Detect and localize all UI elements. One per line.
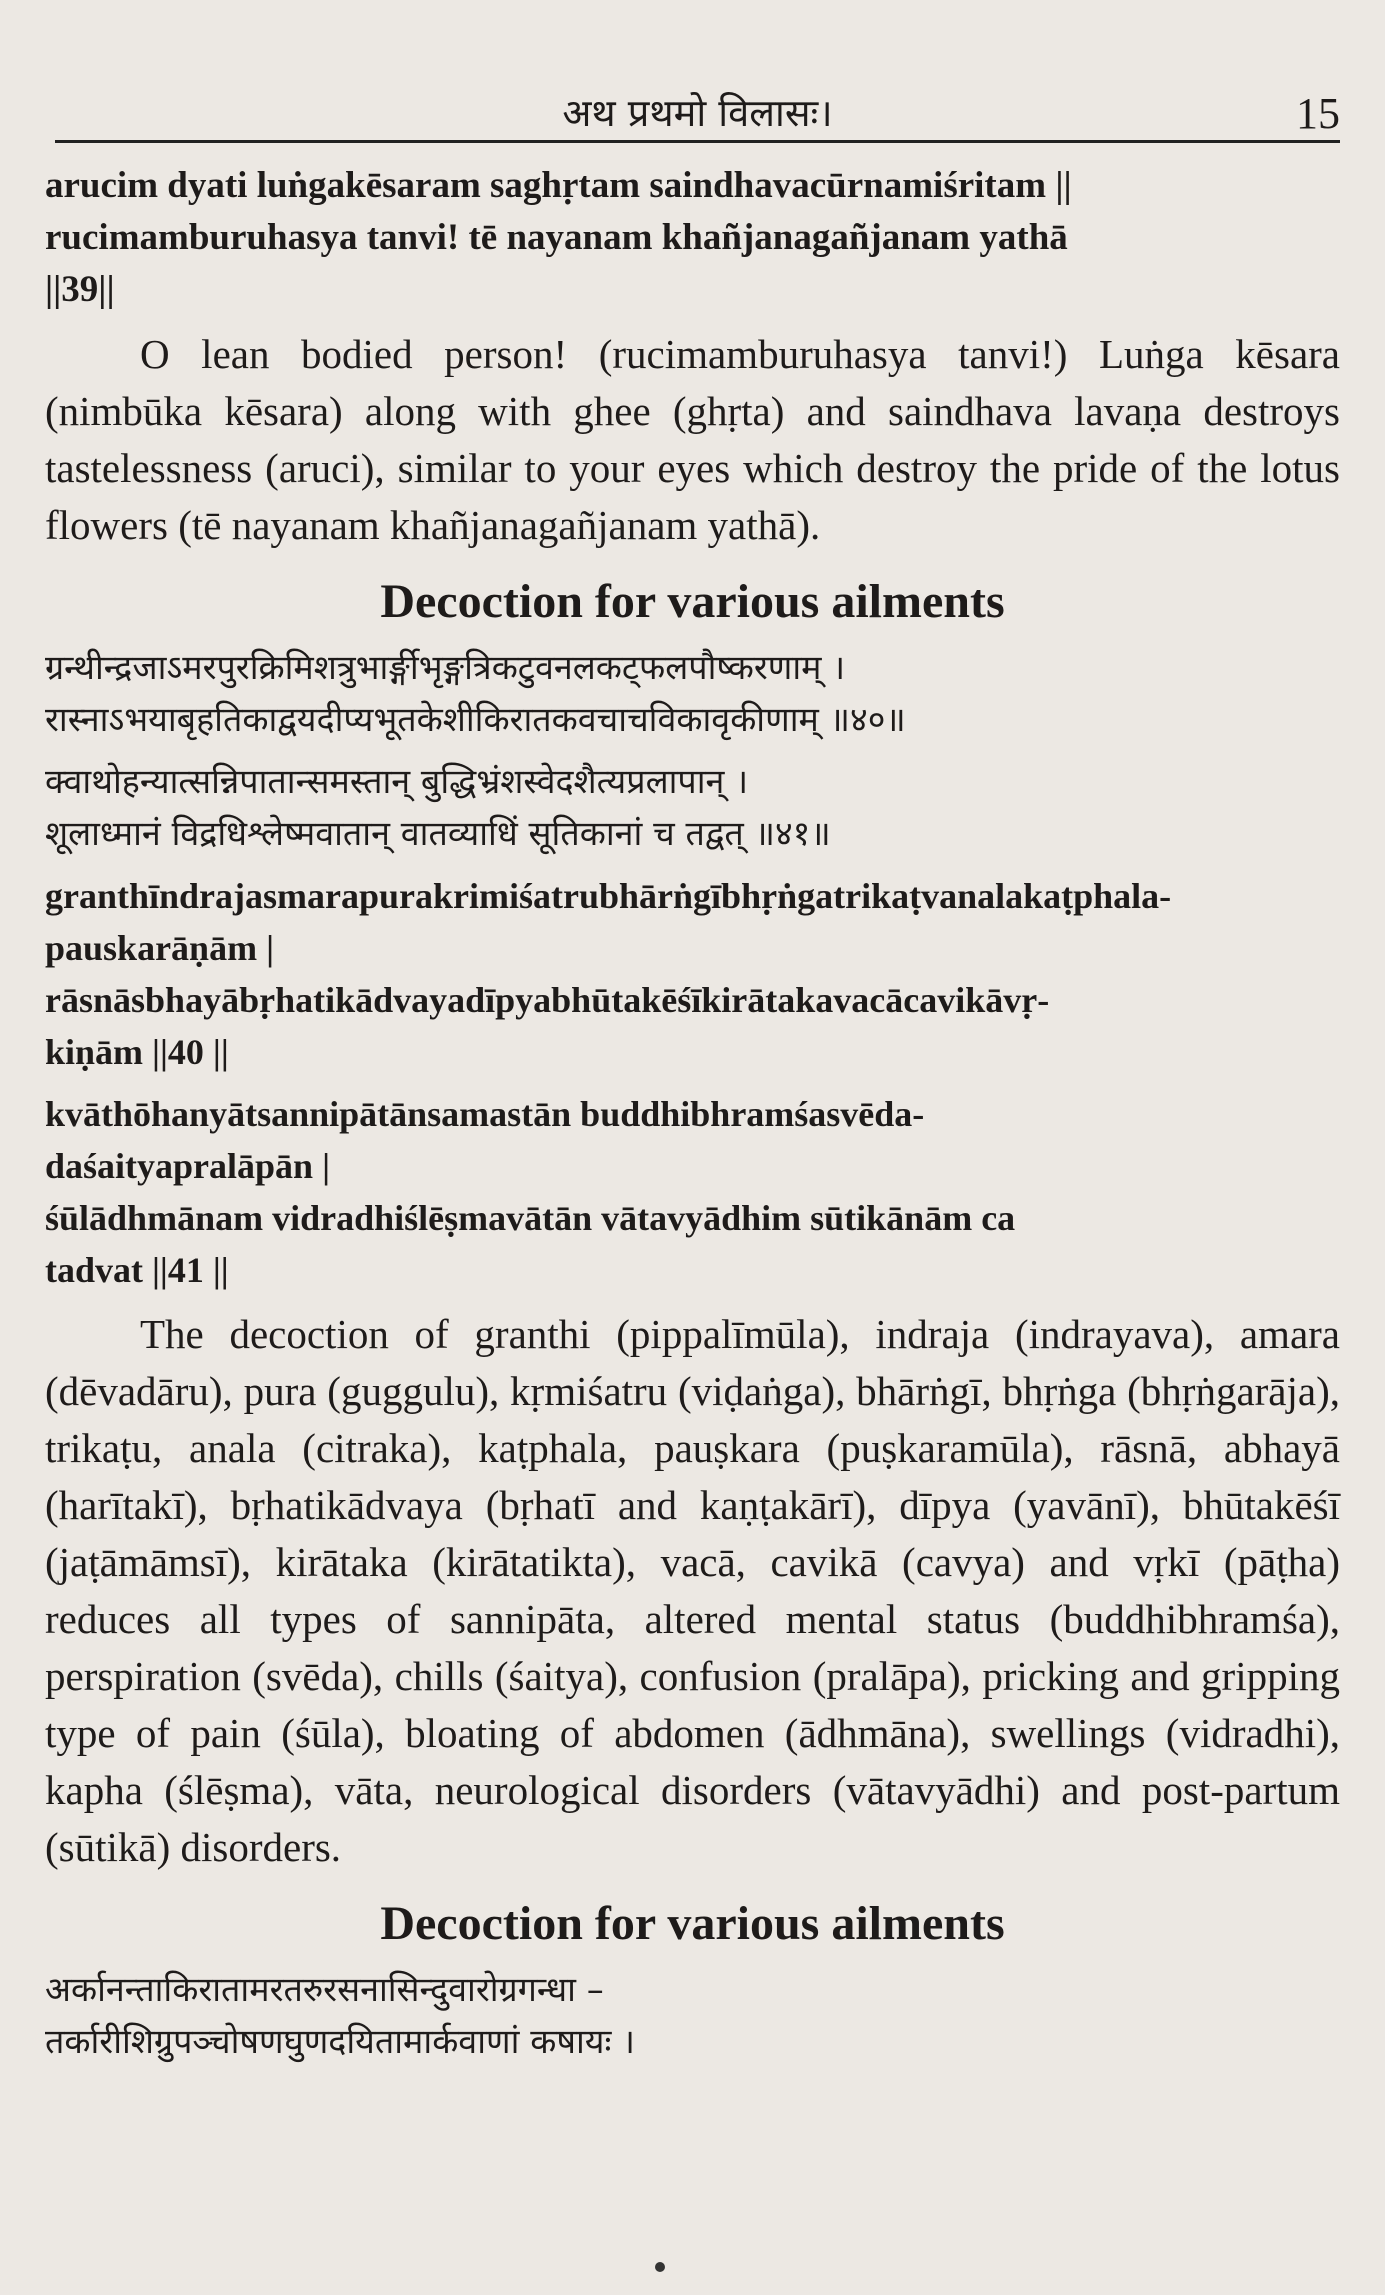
sanskrit-verse-line: अर्कानन्ताकिरातामरतरुरसनासिन्दुवारोग्रगन्धा – bbox=[45, 1970, 604, 2010]
sanskrit-verse-line: रास्नाऽभयाबृहतिकाद्वयदीप्यभूतकेशीकिरातकवचाचविकावृकीणाम् ॥४०॥ bbox=[45, 700, 906, 740]
verse-39-translation: O lean bodied person! (rucimamburuhasya tanvi!) Luṅga kēsara (nimbūka kēsara) along with ghee (ghṛta) and saindhava lavaṇa destroys tastelessness (aruci), similar to your eyes which destroy the pride of the lotus flowers (tē nayanam khañjanagañjanam yathā). bbox=[45, 331, 1340, 548]
translit-line: śūlādhmānam vidradhiślēṣmavātān vātavyādhim sūtikānām ca bbox=[45, 1198, 1016, 1238]
sanskrit-verse-line: तर्कारीशिग्रुपञ्चोषणघुणदयितामार्कवाणां कषायः । bbox=[45, 2022, 636, 2062]
sanskrit-verse-line: क्वाथोहन्यात्सन्निपातान्समस्तान् बुद्धिभ्रंशस्वेदशैत्यप्रलापान् । bbox=[45, 762, 749, 802]
header-rule bbox=[55, 140, 1340, 143]
verse-39-line-1: arucim dyati luṅgakēsaram saghṛtam saindhavacūrnamiśritam || bbox=[45, 165, 1072, 206]
translit-line: daśaityapralāpān | bbox=[45, 1146, 330, 1186]
page-header bbox=[55, 78, 1340, 148]
sanskrit-verse-line: शूलाध्मानं विद्रधिश्लेष्मवातान् वातव्याधिं सूतिकानां च तद्वत् ॥४१॥ bbox=[45, 814, 831, 854]
section-heading-2: Decoction for various ailments bbox=[380, 1897, 1005, 1950]
verse-39-line-2: rucimamburuhasya tanvi! tē nayanam khañjanagañjanam yathā bbox=[45, 217, 1068, 258]
running-title: अथ प्रथमो विलासः। bbox=[562, 91, 833, 135]
translit-line: pauskarāṇām | bbox=[45, 928, 274, 968]
translit-line: kiṇām ||40 || bbox=[45, 1032, 229, 1072]
page-content bbox=[45, 160, 1340, 2068]
section-heading-1: Decoction for various ailments bbox=[380, 575, 1005, 628]
translit-line: rāsnāsbhayābṛhatikādvayadīpyabhūtakēśīkirātakavacācavikāvṛ- bbox=[45, 980, 1050, 1020]
section-1-translation: The decoction of granthi (pippalīmūla), indraja (indrayava), amara (dēvadāru), pura (guggulu), kṛmiśatru (viḍaṅga), bhārṅgī, bhṛṅga (bhṛṅgarāja), trikaṭu, anala (citraka), kaṭphala, pauṣkara (puṣkaramūla), rāsnā, abhayā (harītakī), bṛhatikādvaya (bṛhatī and kaṇṭakārī), dīpya (yavānī), bhūtakēśī (jaṭāmāmsī), kirātaka (kirātatikta), vacā, cavikā (cavya) and vṛkī (pāṭha) reduces all types of sannipāta, altered mental status (buddhibhramśa), perspiration (svēda), chills (śaitya), confusion (pralāpa), pricking and gripping type of pain (śūla), bloating of abdomen (ādhmāna), swellings (vidradhi), kapha (ślēṣma), vāta, neurological disorders (vātavyādhi) and post-partum (sūtikā) disorders. bbox=[45, 1311, 1340, 1870]
sanskrit-verse-line: ग्रन्थीन्द्रजाऽमरपुरक्रिमिशत्रुभार्ङ्गीभृङ्गत्रिकटुवनलकट्फलपौष्करणाम् । bbox=[45, 648, 846, 688]
translit-line: granthīndrajasmarapurakrimiśatrubhārṅgībhṛṅgatrikaṭvanalakaṭphala- bbox=[45, 876, 1172, 916]
translit-line: tadvat ||41 || bbox=[45, 1250, 229, 1290]
page-number: 15 bbox=[1296, 89, 1340, 138]
ink-mark bbox=[655, 2262, 665, 2272]
translit-line: kvāthōhanyātsannipātānsamastān buddhibhramśasvēda- bbox=[45, 1094, 925, 1134]
verse-39-number: ||39|| bbox=[45, 269, 115, 310]
